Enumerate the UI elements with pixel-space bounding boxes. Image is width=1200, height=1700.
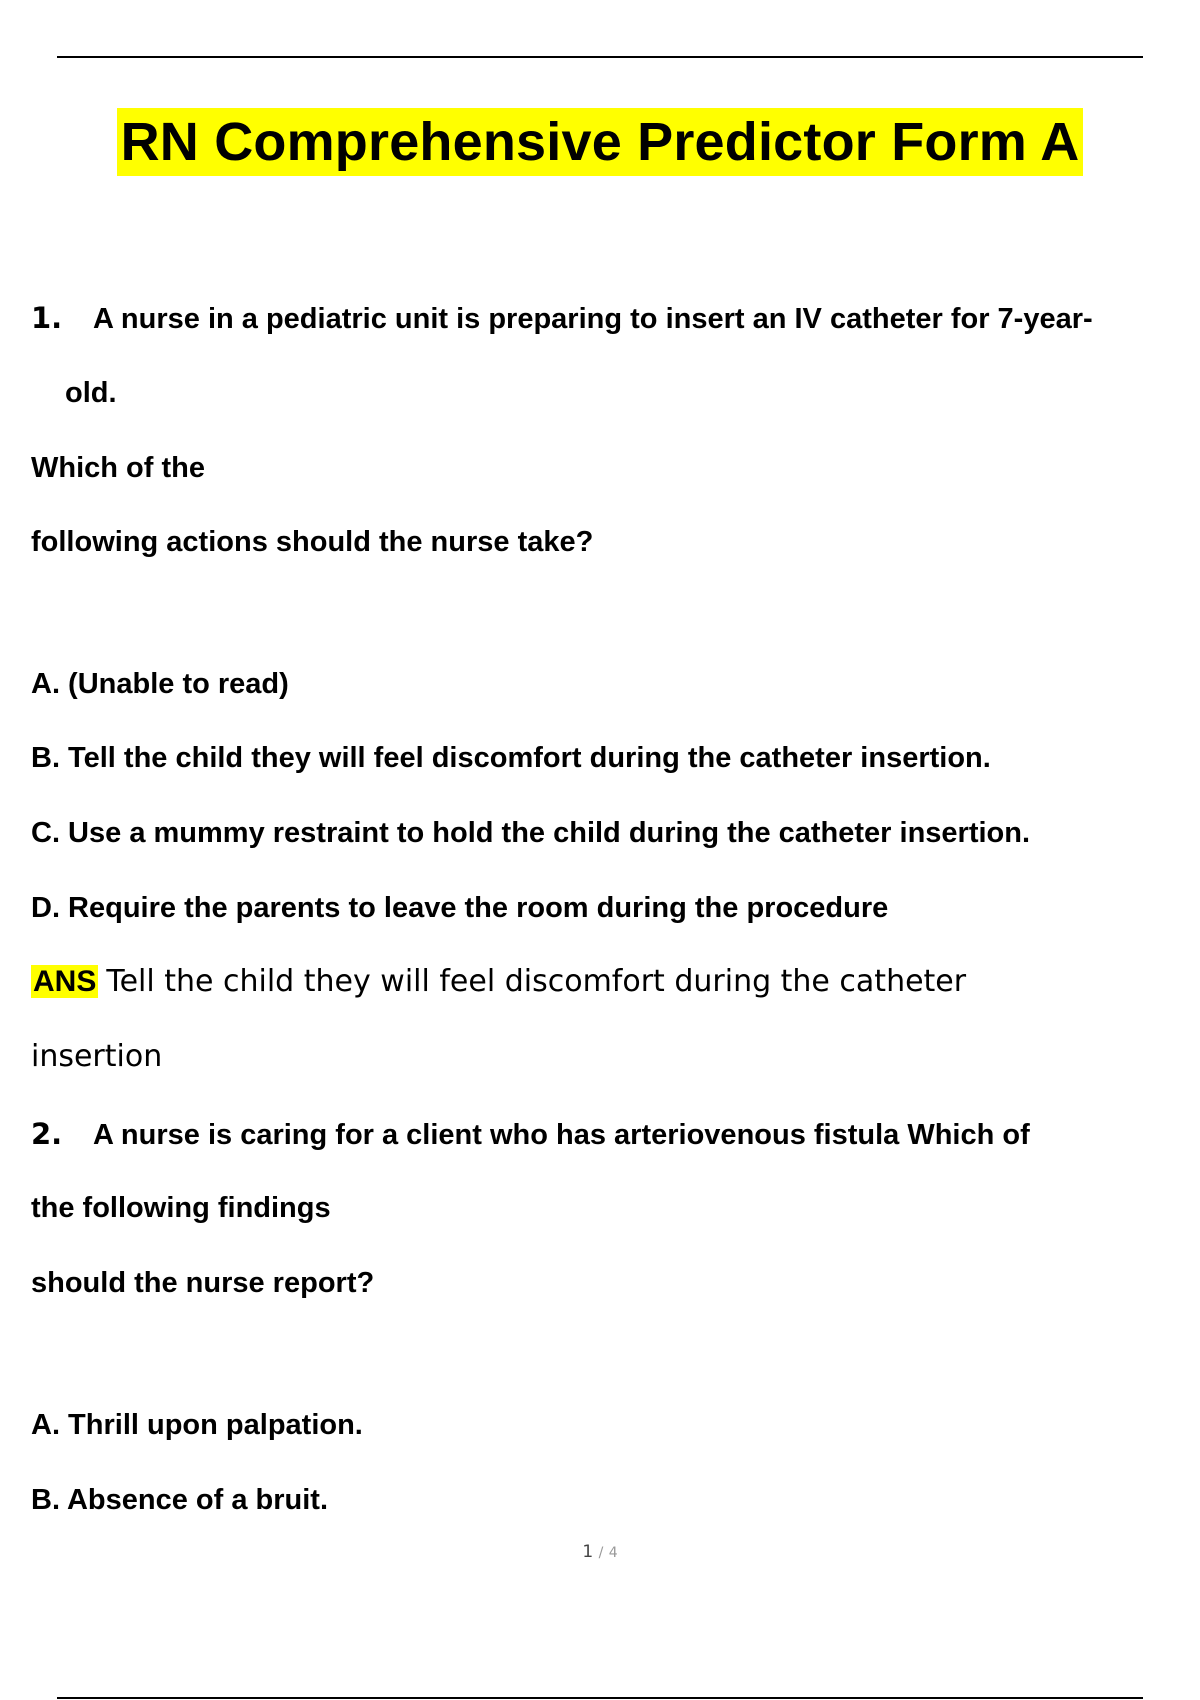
question-1-stem-line-3: Which of the	[31, 452, 205, 484]
answer-tag: ANS	[33, 965, 97, 998]
title-container	[0, 108, 1200, 176]
question-2-option-a: A. Thrill upon palpation.	[31, 1409, 363, 1441]
question-1-stem-line-4: following actions should the nurse take?	[31, 526, 594, 558]
question-1-number: 1.	[31, 301, 63, 335]
bottom-divider	[57, 1697, 1143, 1699]
question-1-stem-line-1	[31, 300, 1200, 337]
question-2-option-b: B. Absence of a bruit.	[31, 1484, 329, 1516]
question-2-stem-line-3: should the nurse report?	[31, 1267, 375, 1299]
page-separator: /	[598, 1545, 604, 1561]
question-1-option-a: A. (Unable to read)	[31, 668, 289, 700]
question-1-answer-line-2: insertion	[31, 1039, 163, 1074]
top-divider	[57, 56, 1143, 58]
page-indicator	[0, 1542, 1200, 1562]
question-1-stem-line-2: old.	[65, 377, 117, 409]
question-1-option-d: D. Require the parents to leave the room during the procedure	[31, 892, 889, 924]
question-2-stem-text-1: A nurse is caring for a client who has arteriovenous fistula Which of	[93, 1119, 1030, 1151]
page-total: 4	[608, 1545, 618, 1561]
question-1-answer-line-1	[31, 964, 966, 1000]
question-1-option-b: B. Tell the child they will feel discomfort during the catheter insertion.	[31, 742, 991, 774]
question-2-number: 2.	[31, 1117, 63, 1151]
page-current: 1	[582, 1542, 594, 1562]
question-1-option-c: C. Use a mummy restraint to hold the child during the catheter insertion.	[31, 817, 1031, 849]
question-2-stem-line-1	[31, 1116, 1030, 1153]
document-title: RN Comprehensive Predictor Form A	[117, 108, 1084, 176]
question-2-stem-line-2: the following findings	[31, 1192, 331, 1224]
question-1-stem-text-1: A nurse in a pediatric unit is preparing to insert an IV catheter for 7-year-	[93, 303, 1093, 335]
question-1-answer-text-1: Tell the child they will feel discomfort during the catheter	[106, 964, 967, 999]
